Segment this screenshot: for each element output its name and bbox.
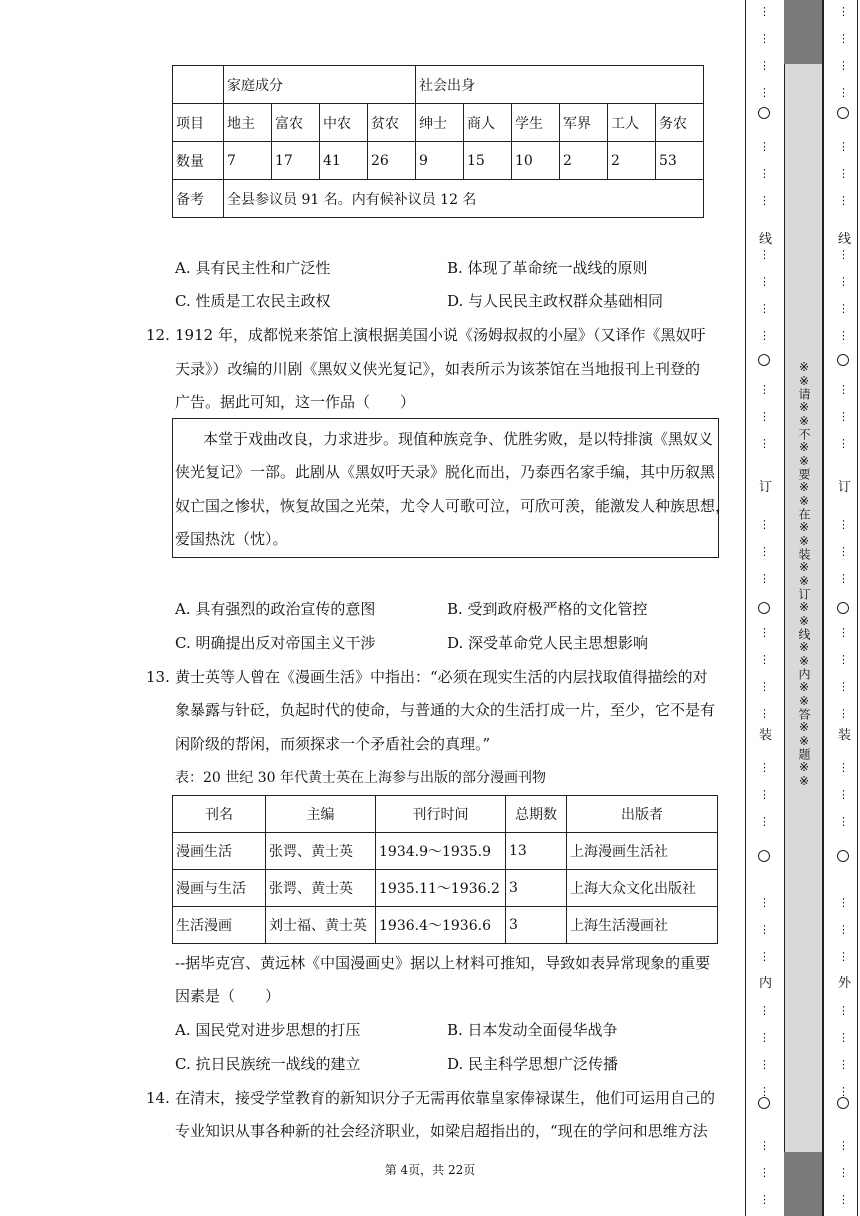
dot-mark: ⋮ <box>838 194 849 207</box>
dot-mark: ⋮ <box>838 167 849 180</box>
q12-option-d: D. 深受革命党人民主思想影响 <box>447 634 649 652</box>
dot-mark: ⋮ <box>838 1166 849 1179</box>
dot-mark: ⋮ <box>759 1004 770 1017</box>
table-cell: 2 <box>608 142 656 180</box>
table-cell: 全县参议员 91 名。内有候补议员 12 名 <box>224 180 704 218</box>
dot-mark: ⋮ <box>838 653 849 666</box>
dot-mark: ⋮ <box>759 86 770 99</box>
advert-line: 本堂于戏曲改良，力求进步。现值种族竞争、优胜劣败，是以特排演《黑奴义 <box>203 430 714 448</box>
dot-mark: ⋮ <box>759 653 770 666</box>
dot-mark: ⋮ <box>759 707 770 720</box>
q13-option-a: A. 国民党对进步思想的打压 <box>175 1021 361 1039</box>
table-row <box>173 180 704 218</box>
q12-stem-line: 1912 年，成都悦来茶馆上演根据美国小说《汤姆叔叔的小屋》（又译作《黑奴吁 <box>175 326 706 344</box>
table-row <box>173 907 718 944</box>
seal-char: 订 <box>759 480 773 495</box>
seal-circle <box>837 602 849 614</box>
dot-mark: ⋮ <box>759 302 770 315</box>
advert-line: 侠光复记》一部。此剧从《黑奴吁天录》脱化而出，乃泰西名家手编，其中历叙黑 <box>175 463 716 481</box>
dot-mark: ⋮ <box>838 329 849 342</box>
table-header: 总期数 <box>506 796 567 833</box>
table-cell: 社会出身 <box>416 66 704 104</box>
table-cell: 张谔、黄士英 <box>266 833 376 870</box>
dot-mark: ⋮ <box>759 59 770 72</box>
q11-option-c: C. 性质是工农民主政权 <box>175 292 331 310</box>
table-cell: 刘士福、黄士英 <box>266 907 376 944</box>
q12-option-c: C. 明确提出反对帝国主义干涉 <box>175 634 376 652</box>
table-cell: 15 <box>464 142 512 180</box>
table-cell: 上海漫画生活社 <box>567 833 718 870</box>
q14-stem-line: 专业知识从事各种新的社会经济职业，如梁启超指出的，“现在的学问和思维方法 <box>175 1122 708 1140</box>
dot-mark: ⋮ <box>759 167 770 180</box>
dot-mark: ⋮ <box>838 59 849 72</box>
dot-mark: ⋮ <box>838 1031 849 1044</box>
dot-mark: ⋮ <box>759 32 770 45</box>
dot-mark: ⋮ <box>838 1193 849 1206</box>
q13-stem-line: 因素是（ ） <box>175 987 281 1005</box>
dot-mark: ⋮ <box>838 1085 849 1098</box>
table-cell: 上海生活漫画社 <box>567 907 718 944</box>
table-cell: 务农 <box>656 104 704 142</box>
dot-mark: ⋮ <box>838 275 849 288</box>
table-cell: 生活漫画 <box>173 907 266 944</box>
table-cell: 项目 <box>173 104 224 142</box>
table-cell: 商人 <box>464 104 512 142</box>
seal-char: 线 <box>759 232 773 247</box>
table-cell: 13 <box>506 833 567 870</box>
q12-stem-line: 广告。据此可知，这一作品（ ） <box>175 393 416 411</box>
table-cell: 绅士 <box>416 104 464 142</box>
dot-mark: ⋮ <box>838 707 849 720</box>
dot-mark: ⋮ <box>759 194 770 207</box>
q11-option-a: A. 具有民主性和广泛性 <box>175 259 331 277</box>
dot-mark: ⋮ <box>838 545 849 558</box>
dot-mark: ⋮ <box>759 275 770 288</box>
q13-stem-line: 象暴露与针砭，负起时代的使命，与普通的大众的生活打成一片，至少，它不是有 <box>175 701 716 719</box>
dot-mark: ⋮ <box>838 761 849 774</box>
seal-circle <box>837 354 849 366</box>
assembly-composition-table <box>172 65 704 218</box>
dot-mark: ⋮ <box>759 410 770 423</box>
seal-char: 装 <box>759 728 773 743</box>
table-cell: 漫画生活 <box>173 833 266 870</box>
dot-mark: ⋮ <box>838 383 849 396</box>
table-cell: 上海大众文化出版社 <box>567 870 718 907</box>
table-row <box>173 833 718 870</box>
q12-stem-line: 天录》）改编的川剧《黑奴义侠光复记》，如表所示为该茶馆在当地报刊上刊登的 <box>175 360 701 378</box>
q11-option-d: D. 与人民民主政权群众基础相同 <box>447 292 664 310</box>
table-cell: 数量 <box>173 142 224 180</box>
seal-char: 外 <box>838 976 852 991</box>
table-cell: 1934.9～1935.9 <box>376 833 506 870</box>
table-cell: 备考 <box>173 180 224 218</box>
page-footer: 第 4页，共 22页 <box>384 1163 476 1177</box>
table-row <box>173 66 704 104</box>
table-header: 刊名 <box>173 796 266 833</box>
margin-border-line <box>857 0 858 1216</box>
dot-mark: ⋮ <box>838 626 849 639</box>
q13-source-line: --据毕克宫、黄远林《中国漫画史》据以上材料可推知，导致如表异常现象的重要 <box>175 954 711 972</box>
dot-mark: ⋮ <box>759 950 770 963</box>
advert-line: 奴亡国之惨状，恢复故国之光荣，尤令人可歌可泣，可欣可羡，能激发人种族思想， <box>175 497 731 515</box>
q12-option-a: A. 具有强烈的政治宣传的意图 <box>175 600 376 618</box>
table-cell: 贫农 <box>368 104 416 142</box>
dot-mark: ⋮ <box>838 950 849 963</box>
dot-mark: ⋮ <box>838 923 849 936</box>
dot-mark: ⋮ <box>759 1166 770 1179</box>
dot-mark: ⋮ <box>759 1139 770 1152</box>
dot-mark: ⋮ <box>838 32 849 45</box>
table-cell: 地主 <box>224 104 272 142</box>
dot-mark: ⋮ <box>838 302 849 315</box>
dot-mark: ⋮ <box>838 410 849 423</box>
seal-char: 内 <box>759 976 773 991</box>
seal-circle <box>837 107 849 119</box>
table-cell: 张谔、黄士英 <box>266 870 376 907</box>
dot-mark: ⋮ <box>838 1004 849 1017</box>
seal-char: 装 <box>838 728 852 743</box>
table-cell: 41 <box>320 142 368 180</box>
dot-mark: ⋮ <box>759 5 770 18</box>
table-header: 主编 <box>266 796 376 833</box>
seal-circle <box>758 107 770 119</box>
q13-stem-line: 黄士英等人曾在《漫画生活》中指出：“必须在现实生活的内层找取值得描绘的对 <box>175 668 708 686</box>
q14-stem-line: 在清末，接受学堂教育的新知识分子无需再依靠皇家俸禄谋生，他们可运用自己的 <box>175 1089 716 1107</box>
q13-stem-line: 闲阶级的帮闲，而须探求一个矛盾社会的真理。” <box>175 735 491 753</box>
seal-circle <box>837 1097 849 1109</box>
q12-option-b: B. 受到政府极严格的文化管控 <box>447 600 648 618</box>
dot-mark: ⋮ <box>759 1193 770 1206</box>
q13-option-c: C. 抗日民族统一战线的建立 <box>175 1055 361 1073</box>
dot-mark: ⋮ <box>759 140 770 153</box>
table-row <box>173 142 704 180</box>
dot-mark: ⋮ <box>759 626 770 639</box>
dot-mark: ⋮ <box>838 1139 849 1152</box>
dot-mark: ⋮ <box>838 896 849 909</box>
table-cell: 7 <box>224 142 272 180</box>
table-cell: 26 <box>368 142 416 180</box>
dot-mark: ⋮ <box>759 761 770 774</box>
q13-option-d: D. 民主科学思想广泛传播 <box>447 1055 619 1073</box>
dot-mark: ⋮ <box>759 545 770 558</box>
table-cell: 漫画与生活 <box>173 870 266 907</box>
table-cell: 1935.11～1936.2 <box>376 870 506 907</box>
q13-table-caption: 表：20 世纪 30 年代黄士英在上海参与出版的部分漫画刊物 <box>175 770 546 786</box>
margin-border-line <box>822 0 823 1216</box>
table-header: 出版者 <box>567 796 718 833</box>
seal-circle <box>758 850 770 862</box>
q14-number: 14. <box>146 1089 170 1107</box>
dot-mark: ⋮ <box>838 437 849 450</box>
dot-mark: ⋮ <box>759 248 770 261</box>
q12-advertisement-box <box>172 418 731 558</box>
seal-circle <box>758 602 770 614</box>
dot-mark: ⋮ <box>759 437 770 450</box>
table-cell: 17 <box>272 142 320 180</box>
seal-circle <box>758 1097 770 1109</box>
seal-char: 订 <box>838 480 852 495</box>
dot-mark: ⋮ <box>838 788 849 801</box>
table-cell: 3 <box>506 870 567 907</box>
dot-mark: ⋮ <box>759 329 770 342</box>
dot-mark: ⋮ <box>759 1085 770 1098</box>
table-row <box>173 870 718 907</box>
dot-mark: ⋮ <box>838 1058 849 1071</box>
table-cell: 1936.4～1936.6 <box>376 907 506 944</box>
table-cell: 工人 <box>608 104 656 142</box>
table-cell: 军界 <box>560 104 608 142</box>
strip-top-block <box>784 0 822 64</box>
dot-mark: ⋮ <box>838 815 849 828</box>
dot-mark: ⋮ <box>759 518 770 531</box>
table-cell: 53 <box>656 142 704 180</box>
dot-mark: ⋮ <box>838 572 849 585</box>
table-cell: 2 <box>560 142 608 180</box>
dot-mark: ⋮ <box>838 140 849 153</box>
table-cell: 家庭成分 <box>224 66 416 104</box>
dot-mark: ⋮ <box>759 788 770 801</box>
seal-circle <box>837 850 849 862</box>
strip-bottom-block <box>784 1152 822 1216</box>
dot-mark: ⋮ <box>759 815 770 828</box>
dot-mark: ⋮ <box>759 1031 770 1044</box>
margin-border-line <box>745 0 746 1216</box>
table-row <box>173 104 704 142</box>
table-cell: 3 <box>506 907 567 944</box>
dot-mark: ⋮ <box>759 383 770 396</box>
q12-number: 12. <box>146 326 170 344</box>
dot-mark: ⋮ <box>838 248 849 261</box>
advert-line: 爱国热沈（忱）。 <box>175 530 288 548</box>
no-answer-warning: ※※请※※不※※要※※在※※装※※订※※线※※内※※答※※题※※ <box>797 360 811 788</box>
dot-mark: ⋮ <box>838 86 849 99</box>
dot-mark: ⋮ <box>838 680 849 693</box>
dot-mark: ⋮ <box>759 572 770 585</box>
seal-circle <box>758 354 770 366</box>
table-cell: 10 <box>512 142 560 180</box>
q13-number: 13. <box>146 668 170 686</box>
table-cell: 中农 <box>320 104 368 142</box>
table-cell: 富农 <box>272 104 320 142</box>
dot-mark: ⋮ <box>759 896 770 909</box>
dot-mark: ⋮ <box>759 923 770 936</box>
q13-option-b: B. 日本发动全面侵华战争 <box>447 1021 618 1039</box>
table-cell: 9 <box>416 142 464 180</box>
dot-mark: ⋮ <box>759 1058 770 1071</box>
comics-periodicals-table <box>172 795 718 944</box>
dot-mark: ⋮ <box>838 518 849 531</box>
seal-char: 线 <box>838 232 852 247</box>
dot-mark: ⋮ <box>759 680 770 693</box>
table-cell: 学生 <box>512 104 560 142</box>
table-header-row <box>173 796 718 833</box>
table-header: 刊行时间 <box>376 796 506 833</box>
q11-option-b: B. 体现了革命统一战线的原则 <box>447 259 648 277</box>
table-cell <box>173 66 224 104</box>
dot-mark: ⋮ <box>838 5 849 18</box>
